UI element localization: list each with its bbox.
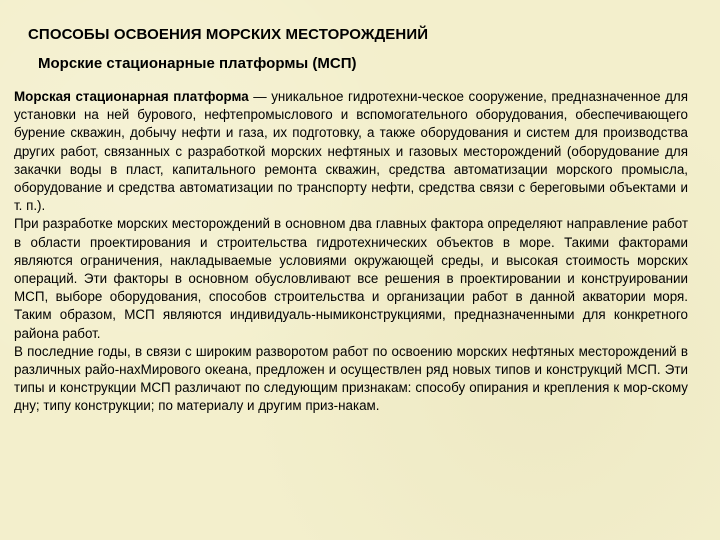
paragraph-types: В последние годы, в связи с широким разворотом работ по освоению морских нефтяных месторождений в различных райо-нахМирового океана, предложен и осуществлен ряд новых типов и конструкций МСП. Эти типы и конструкции МСП различают по следующим признакам: способу опирания и крепления к мор-скому дну; типу конструкции; по материалу и другим приз-накам. [14,343,688,414]
paragraph-definition [14,88,688,215]
defined-term: Морская стационарная платформа [14,89,249,104]
paragraph-factors: При разработке морских месторождений в основном два главных фактора определяют направление работ в области проектирования и строительства гидротехнических объектов в море. Такими факторами являются ограничения, накладываемые условиями окружающей среды, и высокая стоимость морских операций. Эти факторы в основном обусловливают все решения в проектировании и конструировании МСП, выборе оборудования, способов строительства и организации работ в данной акватории моря. Таким образом, МСП являются индивидуаль-нымиконструкциями, предназначенными для конкретного района работ. [14,216,688,341]
slide-title: СПОСОБЫ ОСВОЕНИЯ МОРСКИХ МЕСТОРОЖДЕНИЙ [28,26,429,43]
slide-subtitle: Морские стационарные платформы (МСП) [38,55,357,72]
definition-text: — уникальное гидротехни-ческое сооружение, предназначенное для установки на ней бурового, нефтепромыслового и вспомогательного оборудования, обеспечивающего бурение скважин, добычу нефти и газа, их подготовку, а также оборудования и систем для производства других работ, связанных с разработкой морских нефтяных и газовых месторождений (оборудование для закачки воды в пласт, капитального ремонта скважин, средства автоматизации морского промысла, оборудование и средства автоматизации по транспорту нефти, средства связи с береговыми объектами и т. п.). [14,89,688,214]
body-text [14,88,688,416]
